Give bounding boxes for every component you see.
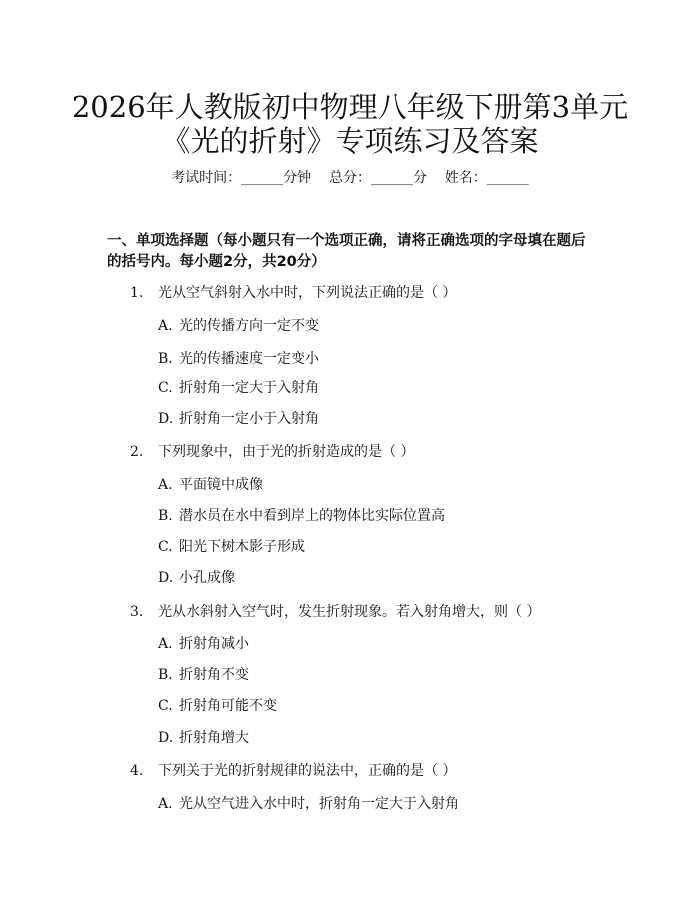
question-text: 下列现象中，由于光的折射造成的是（ ）: [158, 444, 415, 460]
option-text: 潜水员在水中看到岸上的物体比实际位置高: [179, 508, 445, 524]
document-title-line-1: 2026年人教版初中物理八年级下册第3单元: [71, 90, 629, 124]
question-number: 1.: [130, 285, 144, 301]
option-2b: [158, 507, 445, 525]
option-1d: [158, 410, 319, 428]
question-number: 4.: [130, 763, 144, 779]
question-4: [130, 762, 456, 780]
option-3a: [158, 635, 249, 653]
option-text: 折射角增大: [179, 730, 249, 746]
question-text: 下列关于光的折射规律的说法中，正确的是（ ）: [158, 763, 457, 779]
option-3d: [158, 729, 249, 747]
section-heading: 一、单项选择题（每小题只有一个选项正确，请将正确选项的字母填在题后的括号内。每小题2分，共20分）: [107, 233, 586, 270]
option-3c: [158, 697, 277, 715]
option-1b: [158, 350, 319, 368]
document-title-line-2: 《光的折射》专项练习及答案: [161, 124, 539, 158]
option-3b: [158, 666, 249, 684]
option-text: 光的传播速度一定变小: [179, 351, 319, 367]
option-letter: C.: [158, 539, 173, 555]
option-letter: A.: [158, 477, 173, 493]
option-2a: [158, 476, 263, 494]
option-letter: C.: [158, 380, 173, 396]
option-letter: A.: [158, 636, 173, 652]
option-text: 小孔成像: [179, 570, 235, 586]
option-2d: [158, 569, 235, 587]
option-letter: B.: [158, 667, 173, 683]
question-2: [130, 443, 414, 461]
option-letter: C.: [158, 698, 173, 714]
option-text: 光的传播方向一定不变: [179, 318, 319, 334]
option-text: 平面镜中成像: [179, 477, 263, 493]
option-2c: [158, 538, 305, 556]
option-letter: B.: [158, 508, 173, 524]
option-letter: D.: [158, 570, 174, 586]
option-text: 折射角可能不变: [179, 698, 277, 714]
question-text: 光从水斜射入空气时，发生折射现象。若入射角增大，则（ ）: [158, 604, 541, 620]
option-letter: D.: [158, 411, 174, 427]
question-3: [130, 603, 540, 621]
option-4a: [158, 795, 459, 813]
option-1a: [158, 317, 319, 335]
question-number: 3.: [130, 604, 144, 620]
option-1c: [158, 379, 319, 397]
option-letter: A.: [158, 796, 173, 812]
option-text: 折射角一定大于入射角: [179, 380, 319, 396]
question-text: 光从空气斜射入水中时，下列说法正确的是（ ）: [158, 285, 457, 301]
option-letter: D.: [158, 730, 174, 746]
option-text: 阳光下树木影子形成: [179, 539, 305, 555]
exam-info: 考试时间：______分钟 总分：______分 姓名：______: [171, 170, 529, 186]
question-number: 2.: [130, 444, 144, 460]
option-text: 光从空气进入水中时，折射角一定大于入射角: [179, 796, 459, 812]
option-text: 折射角一定小于入射角: [179, 411, 319, 427]
option-text: 折射角减小: [179, 636, 249, 652]
option-letter: A.: [158, 318, 173, 334]
question-1: [130, 284, 456, 302]
option-letter: B.: [158, 351, 173, 367]
option-text: 折射角不变: [179, 667, 249, 683]
